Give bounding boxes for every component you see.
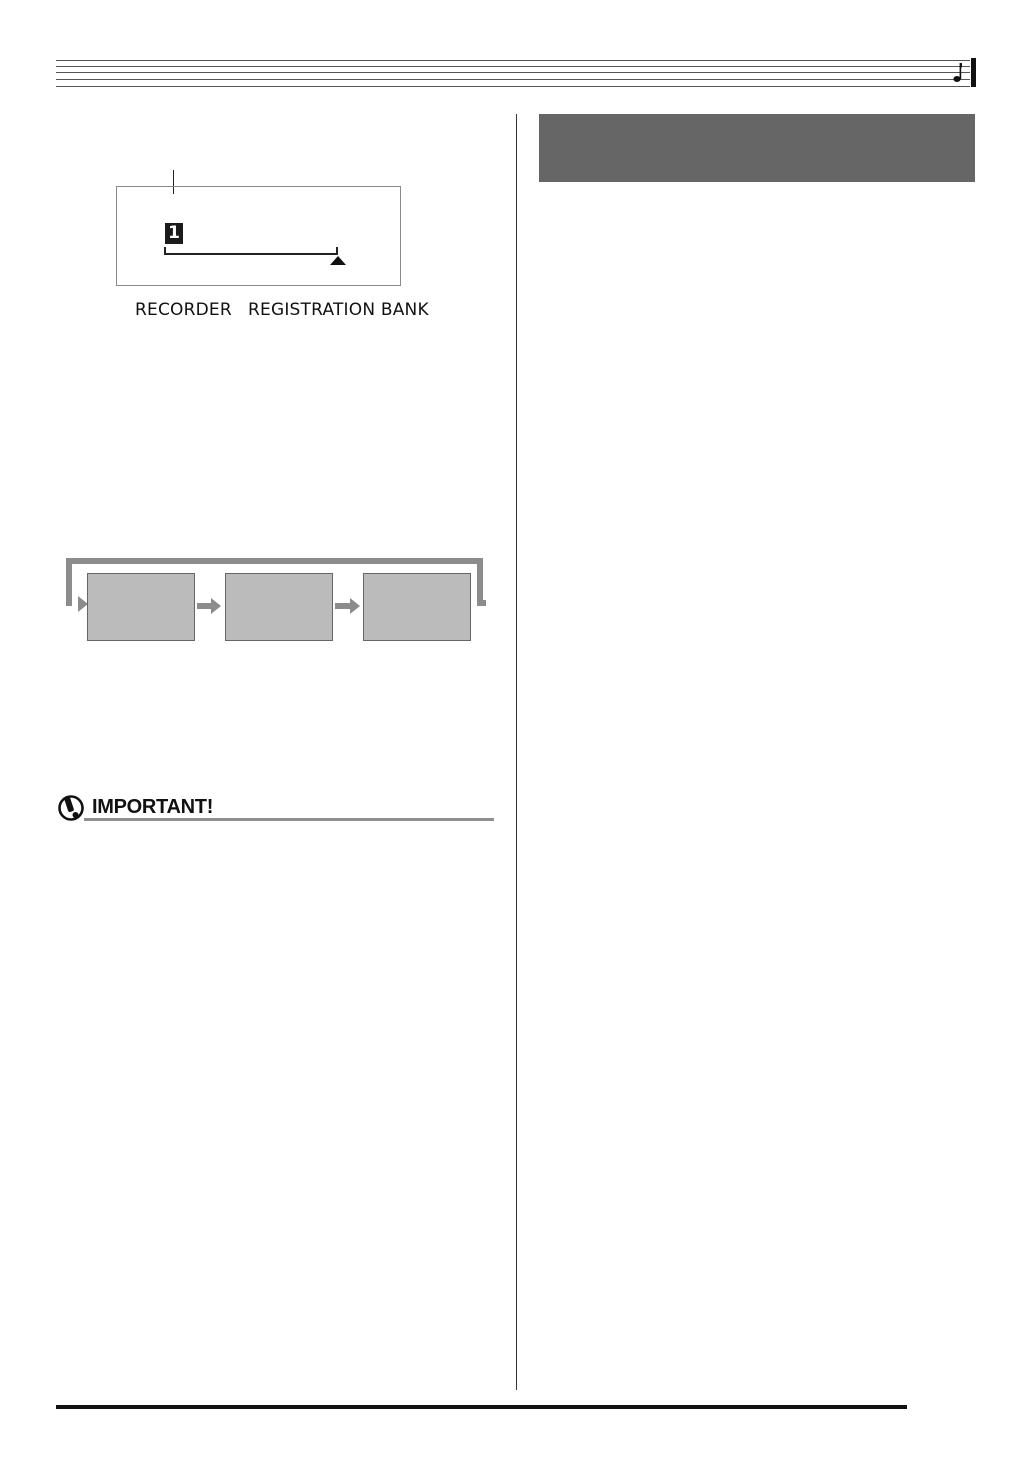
important-heading: IMPORTANT! (92, 796, 214, 818)
lcd-bar-tick (336, 247, 338, 255)
cycle-box-3 (363, 573, 471, 641)
registration-bank-label: REGISTRATION BANK (248, 300, 429, 320)
section-banner (539, 114, 975, 182)
cycle-box-1 (87, 573, 195, 641)
lcd-digit: 1 (165, 223, 183, 244)
cycle-box-2 (225, 573, 333, 641)
column-divider (516, 114, 517, 1390)
footer-rule (56, 1405, 907, 1409)
cycle-arrow-icon (350, 598, 360, 614)
header-staff (56, 60, 970, 87)
lcd-display-frame (116, 186, 401, 286)
important-underline (84, 818, 494, 821)
lcd-bar-tick (164, 247, 166, 255)
cycle-arrow-shaft (197, 603, 211, 609)
important-icon (58, 794, 84, 822)
music-note-icon (953, 62, 962, 84)
lcd-indicator-bar (164, 253, 338, 255)
recorder-label: RECORDER (135, 300, 232, 320)
staff-end-bar (971, 58, 976, 87)
indicator-triangle-icon (330, 256, 346, 265)
cycle-arrow-icon (211, 598, 221, 614)
cycle-loop-tail (477, 600, 486, 606)
cycle-arrow-shaft (335, 603, 350, 609)
